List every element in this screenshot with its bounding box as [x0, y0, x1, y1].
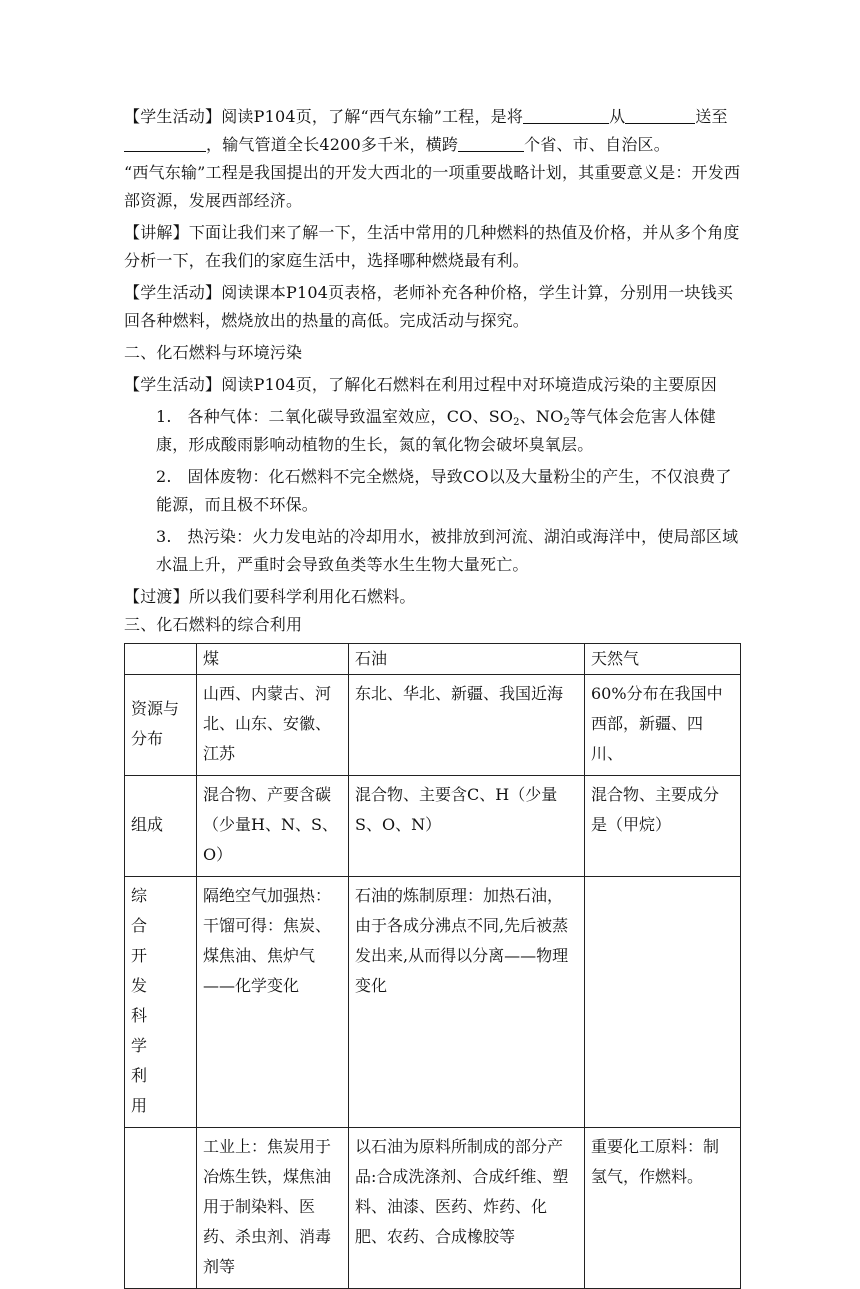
- activity-tag: 【学生活动】: [124, 283, 222, 302]
- table-cell: [585, 877, 741, 1128]
- table-cell: 60%分布在我国中西部，新疆、四川、: [585, 675, 741, 776]
- table-header-cell: 石油: [349, 644, 585, 675]
- table-cell: 重要化工原料：制氢气，作燃料。: [585, 1128, 741, 1289]
- activity-tag: 【学生活动】: [124, 107, 222, 126]
- lecture-paragraph: 【讲解】下面让我们来了解一下，生活中常用的几种燃料的热值及价格，并从多个角度分析一下，在我们的家庭生活中，选择哪种燃烧最有利。: [124, 223, 740, 270]
- activity-paragraph-fuel-price: 【学生活动】阅读课本P104页表格，老师补充各种价格，学生计算，分别用一块钱买回各种燃料，燃烧放出的热量的高低。完成活动与探究。: [124, 283, 734, 330]
- document-page: [124, 103, 744, 1289]
- table-cell: 混合物、产要含碳（少量H、N、S、O）: [197, 776, 349, 877]
- table-cell: 石油的炼制原理：加热石油，由于各成分沸点不同,先后被蒸发出来,从而得以分离——物理变化: [349, 877, 585, 1128]
- table-cell: 以石油为原料所制成的部分产品:合成洗涤剂、合成纤维、塑料、油漆、医药、炸药、化肥、农药、合成橡胶等: [349, 1128, 585, 1289]
- fill-blank-source[interactable]: [523, 105, 609, 124]
- section-heading-utilization: 三、化石燃料的综合利用: [124, 615, 303, 634]
- table-cell: 混合物、主要成分是（甲烷）: [585, 776, 741, 877]
- list-item-gases: 1. 各种气体：二氧化碳导致温室效应，CO、$SO_2$、$NO_2$等气体会危害人体健康，形成酸雨影响动植物的生长，氮的氧化物会破坏臭氧层。: [156, 407, 716, 454]
- activity-tag: 【学生活动】: [124, 375, 222, 394]
- table-header-cell: [125, 644, 197, 675]
- transition-tag: 【过渡】: [124, 587, 189, 606]
- list-item-thermal-pollution: 3. 热污染：火力发电站的冷却用水，被排放到河流、湖泊或海洋中，使局部区域水温上升，严重时会导致鱼类等水生生物大量死亡。: [156, 527, 739, 574]
- table-row: [125, 1128, 741, 1289]
- table-row: [125, 877, 741, 1128]
- activity-paragraph-west-east-gas: 【学生活动】阅读P104页，了解“西气东输”工程，是将 从 送至，输气管道全长4200多千米，横跨 个省、市、自治区。: [124, 107, 728, 154]
- table-header-row: [125, 644, 741, 675]
- table-header-cell: 煤: [197, 644, 349, 675]
- table-cell: 山西、内蒙古、河北、山东、安徽、江苏: [197, 675, 349, 776]
- table-row-head: 组成: [125, 776, 197, 877]
- fossil-fuel-table: [124, 643, 741, 1289]
- table-row-head: [125, 1128, 197, 1289]
- activity-paragraph-pollution: 【学生活动】阅读P104页，了解化石燃料在利用过程中对环境造成污染的主要原因: [124, 375, 717, 394]
- fill-blank-from[interactable]: [625, 105, 695, 124]
- table-row-head: 资源与分布: [125, 675, 197, 776]
- list-item-solid-waste: 2. 固体废物：化石燃料不完全燃烧，导致CO以及大量粉尘的产生，不仅浪费了能源，而且极不环保。: [156, 467, 732, 514]
- significance-paragraph: “西气东输”工程是我国提出的开发大西北的一项重要战略计划，其重要意义是：开发西部资源，发展西部经济。: [124, 163, 741, 210]
- transition-paragraph: 【过渡】所以我们要科学利用化石燃料。: [124, 587, 416, 606]
- fill-blank-destination[interactable]: [124, 133, 206, 152]
- lecture-tag: 【讲解】: [124, 223, 189, 242]
- section-heading-pollution: 二、化石燃料与环境污染: [124, 343, 303, 362]
- table-row-head: 综合开发科学利用: [125, 877, 197, 1128]
- table-cell: 隔绝空气加强热：干馏可得：焦炭、煤焦油、焦炉气——化学变化: [197, 877, 349, 1128]
- table-header-cell: 天然气: [585, 644, 741, 675]
- table-row: [125, 776, 741, 877]
- table-cell: 混合物、主要含C、H（少量S、O、N）: [349, 776, 585, 877]
- table-cell: 工业上：焦炭用于冶炼生铁，煤焦油用于制染料、医药、杀虫剂、消毒剂等: [197, 1128, 349, 1289]
- table-row: [125, 675, 741, 776]
- fill-blank-province-count[interactable]: [458, 133, 524, 152]
- table-cell: 东北、华北、新疆、我国近海: [349, 675, 585, 776]
